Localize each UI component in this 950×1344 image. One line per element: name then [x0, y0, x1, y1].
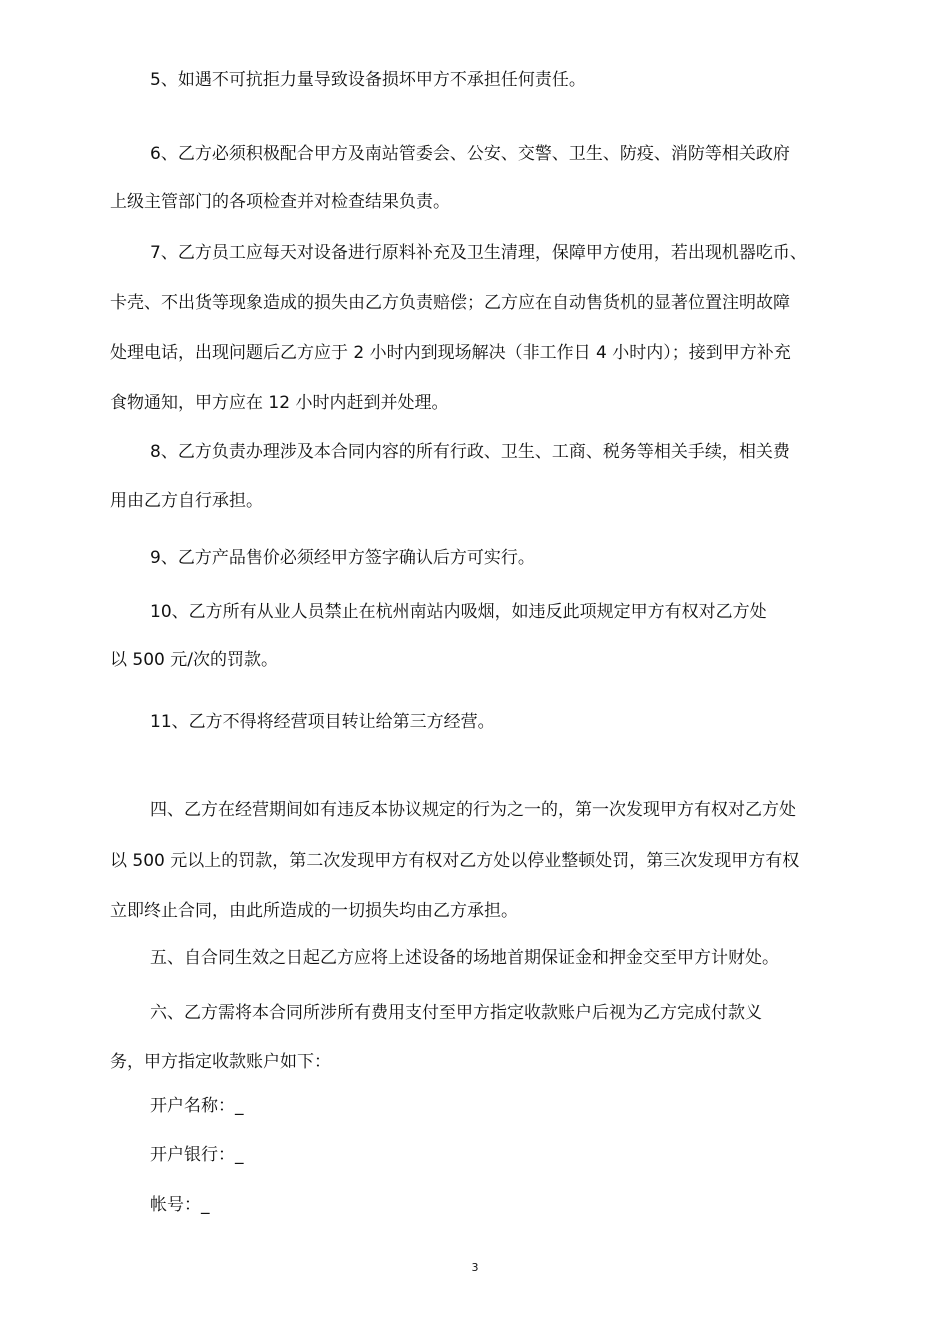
text-line: 以 500 元/次的罚款。: [110, 650, 278, 670]
text-line: 8、乙方负责办理涉及本合同内容的所有行政、卫生、工商、税务等相关手续，相关费: [150, 442, 790, 462]
text-line: 卡壳、不出货等现象造成的损失由乙方负责赔偿；乙方应在自动售货机的显著位置注明故障: [110, 293, 790, 313]
bank-name-line: 开户银行：_: [150, 1145, 244, 1165]
text-line: 六、乙方需将本合同所涉所有费用支付至甲方指定收款账户后视为乙方完成付款义: [150, 1003, 762, 1023]
text-line: 10、乙方所有从业人员禁止在杭州南站内吸烟，如违反此项规定甲方有权对乙方处: [150, 602, 767, 622]
text-line: 5、如遇不可抗拒力量导致设备损坏甲方不承担任何责任。: [150, 70, 586, 90]
text-line: 9、乙方产品售价必须经甲方签字确认后方可实行。: [150, 548, 535, 568]
text-line: 食物通知，甲方应在 12 小时内赶到并处理。: [110, 393, 449, 413]
account-name-line: 开户名称：_: [150, 1096, 244, 1116]
text-line: 7、乙方员工应每天对设备进行原料补充及卫生清理，保障甲方使用，若出现机器吃币、: [150, 243, 807, 263]
text-line: 用由乙方自行承担。: [110, 491, 263, 511]
text-line: 6、乙方必须积极配合甲方及南站管委会、公安、交警、卫生、防疫、消防等相关政府: [150, 144, 790, 164]
text-line: 上级主管部门的各项检查并对检查结果负责。: [110, 192, 450, 212]
account-number-line: 帐号：_: [150, 1195, 210, 1215]
page-number: 3: [471, 1261, 479, 1274]
text-line: 四、乙方在经营期间如有违反本协议规定的行为之一的，第一次发现甲方有权对乙方处: [150, 800, 796, 820]
text-line: 五、自合同生效之日起乙方应将上述设备的场地首期保证金和押金交至甲方计财处。: [150, 948, 779, 968]
text-line: 处理电话，出现问题后乙方应于 2 小时内到现场解决（非工作日 4 小时内）；接到甲方补充: [110, 343, 791, 363]
text-line: 立即终止合同，由此所造成的一切损失均由乙方承担。: [110, 901, 518, 921]
text-line: 务，甲方指定收款账户如下：: [110, 1052, 331, 1072]
text-line: 11、乙方不得将经营项目转让给第三方经营。: [150, 712, 495, 732]
text-line: 以 500 元以上的罚款，第二次发现甲方有权对乙方处以停业整顿处罚，第三次发现甲方有权: [110, 851, 800, 871]
